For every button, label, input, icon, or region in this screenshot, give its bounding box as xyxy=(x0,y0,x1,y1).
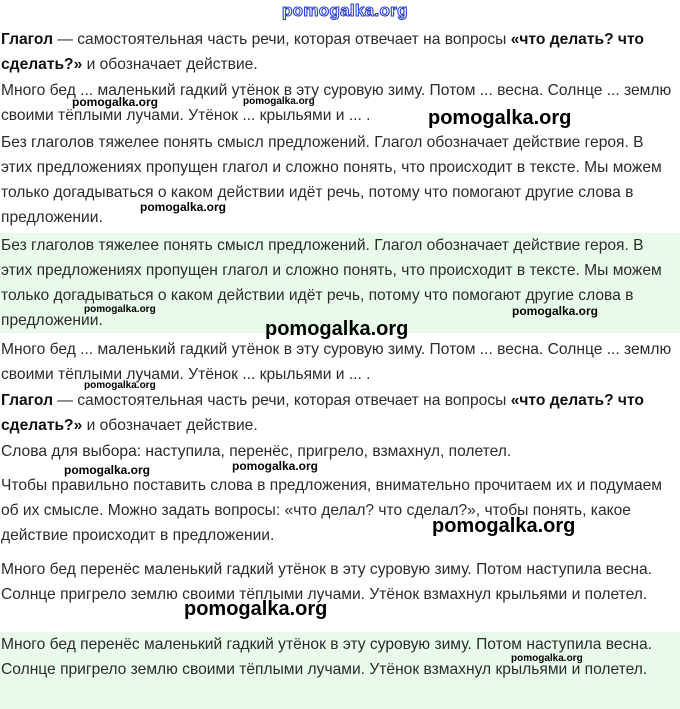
site-logo[interactable]: pomogalka.org xyxy=(282,1,408,20)
watermark: pomogalka.org xyxy=(140,200,227,214)
watermark: pomogalka.org xyxy=(232,459,319,473)
watermark: pomogalka.org xyxy=(72,95,159,109)
watermark: pomogalka.org xyxy=(432,515,576,537)
watermark: pomogalka.org xyxy=(84,380,156,391)
definition-text: — самостоятельная часть речи, которая отвечает на вопросы xyxy=(52,392,511,409)
watermark: pomogalka.org xyxy=(64,463,151,477)
watermark: pomogalka.org xyxy=(428,107,572,129)
answer-paragraph-1: Много бед перенёс маленький гадкий утёнок в эту суровую зиму. Потом наступила весна. Солнце пригрело землю своими тёплыми лучами. Утёнок взмахнул крыльями и полетел. xyxy=(1,561,652,603)
watermark: pomogalka.org xyxy=(84,304,156,315)
definition-term: Глагол xyxy=(1,31,53,48)
explanation-paragraph-2: Без глаголов тяжелее понять смысл предложений. Глагол обозначает действие героя. В этих предложениях пропущен глагол и сложно понять, что происходит в тексте. Мы можем только догадываться о каком действии идёт речь, потому что помогают другие слова в предложении. xyxy=(0,233,680,333)
definition-end: и обозначает действие. xyxy=(82,417,258,434)
watermark: pomogalka.org xyxy=(243,96,315,107)
definition-questions: «что делать? что сделать?» xyxy=(1,392,644,434)
watermark: pomogalka.org xyxy=(512,304,599,318)
definition-text: — самостоятельная часть речи, которая отвечает на вопросы xyxy=(52,31,511,48)
watermark: pomogalka.org xyxy=(265,318,409,340)
answer-paragraph-2: Много бед перенёс маленький гадкий утёнок в эту суровую зиму. Потом наступила весна. Солнце пригрело землю своими тёплыми лучами. Утёнок взмахнул крыльями и полетел. xyxy=(0,632,680,709)
watermark: pomogalka.org xyxy=(511,653,583,664)
task-text-paragraph-2: Много бед ... маленький гадкий утёнок в эту суровую зиму. Потом ... весна. Солнце ... землю своими тёплыми лучами. Утёнок ... крыльями и ... . xyxy=(1,341,672,383)
watermark: pomogalka.org xyxy=(184,598,328,620)
definition-paragraph-1 xyxy=(0,27,680,77)
word-choice-paragraph: Слова для выбора: наступила, перенёс, пригрело, взмахнул, полетел. xyxy=(1,443,512,460)
definition-paragraph-2 xyxy=(0,388,680,438)
definition-questions: «что делать? что сделать?» xyxy=(1,31,644,73)
definition-end: и обозначает действие. xyxy=(82,56,258,73)
task-text-paragraph-1: Много бед ... маленький гадкий утёнок в эту суровую зиму. Потом ... весна. Солнце ... землю своими тёплыми лучами. Утёнок ... крыльями и ... . xyxy=(1,82,672,124)
definition-term: Глагол xyxy=(1,392,53,409)
explanation-paragraph-1: Без глаголов тяжелее понять смысл предложений. Глагол обозначает действие героя. В этих предложениях пропущен глагол и сложно понять, что происходит в тексте. Мы можем только догадываться о каком действии идёт речь, потому что помогают другие слова в предложении. xyxy=(1,134,662,226)
advice-paragraph: Чтобы правильно поставить слова в предложения, внимательно прочитаем их и подумаем об их смысле. Можно задать вопросы: «что делал? что сделал?», чтобы понять, какое действие происходит в предложении. xyxy=(1,477,663,544)
